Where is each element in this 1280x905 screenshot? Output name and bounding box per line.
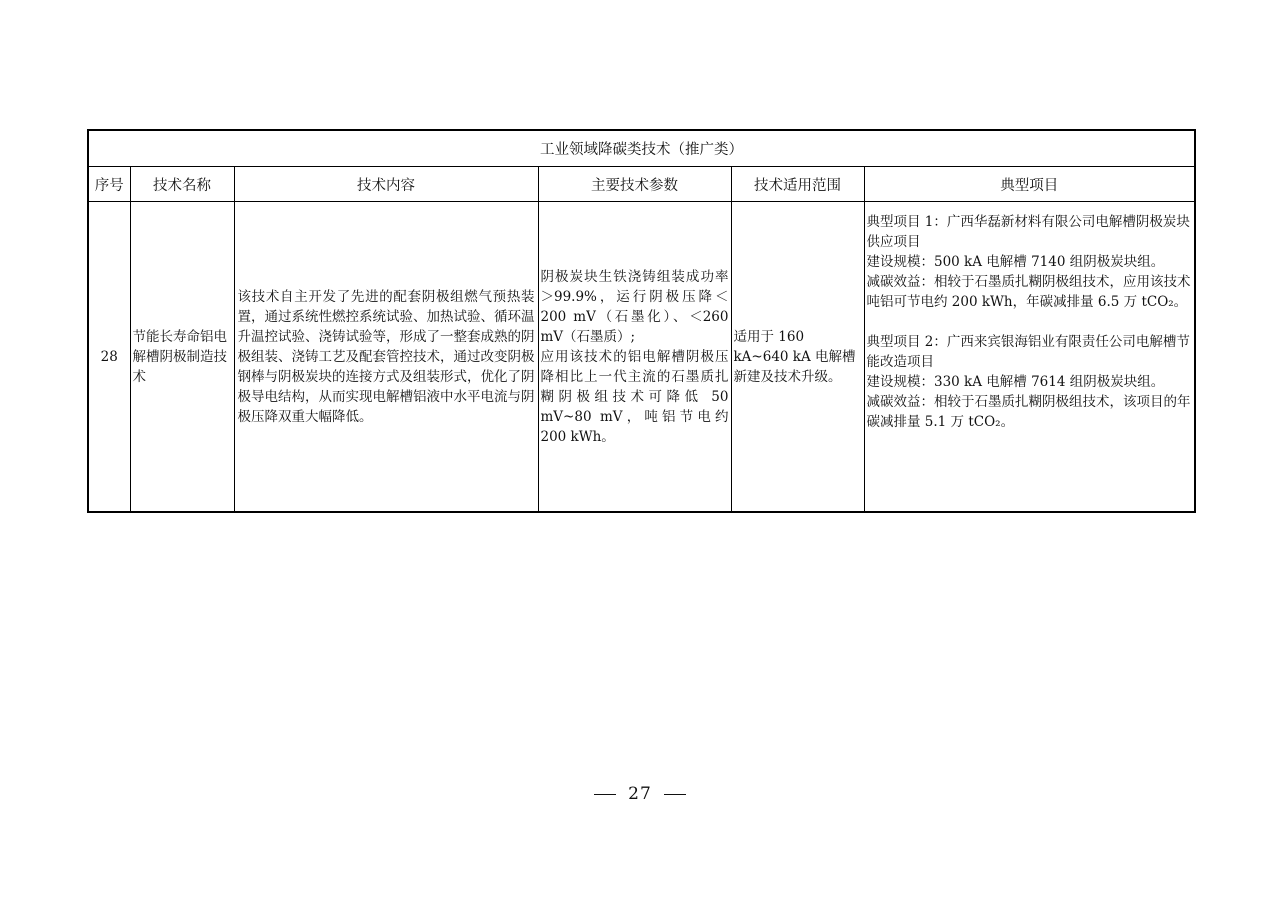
param-line: 应用该技术的铝电解槽阴极压降相比上一代主流的石墨质扎糊阴极组技术可降低 50 mV~80 mV，吨铝节电约 200 kWh。 — [540, 348, 729, 445]
project-spacer — [867, 312, 1193, 332]
header-typical-projects: 典型项目 — [864, 167, 1195, 202]
cell-typical-projects — [864, 202, 1195, 513]
param-line: 阴极炭块生铁浇铸组装成功率＞99.9%，运行阴极压降＜200 mV（石墨化）、＜260 mV（石墨质）; — [540, 268, 729, 345]
page-number-dash-left — [594, 794, 616, 795]
page-number — [0, 784, 1280, 804]
header-scope: 技术适用范围 — [731, 167, 864, 202]
table-caption: 工业领域降碳类技术（推广类） — [88, 130, 1195, 167]
header-tech-name: 技术名称 — [130, 167, 234, 202]
cell-scope: 适用于 160 kA~640 kA 电解槽新建及技术升级。 — [731, 202, 864, 513]
project-2-effect: 减碳效益：相较于石墨质扎糊阴极组技术，该项目的年碳减排量 5.1 万 tCO₂。 — [866, 394, 1191, 430]
page-number-dash-right — [664, 794, 686, 795]
cell-serial-number: 28 — [88, 202, 130, 513]
project-1-effect: 减碳效益：相较于石墨质扎糊阴极组技术，应用该技术吨铝可节电约 200 kWh，年碳减排量 6.5 万 tCO₂。 — [866, 274, 1191, 310]
cell-tech-name: 节能长寿命铝电解槽阴极制造技术 — [130, 202, 234, 513]
table-row — [88, 202, 1195, 513]
header-serial-number: 序号 — [88, 167, 130, 202]
table-header-row — [88, 167, 1195, 202]
cell-main-params — [538, 202, 731, 513]
project-1-title: 典型项目 1：广西华磊新材料有限公司电解槽阴极炭块供应项目 — [866, 214, 1190, 250]
project-1-scale: 建设规模：500 kA 电解槽 7140 组阴极炭块组。 — [866, 254, 1165, 270]
project-2-title: 典型项目 2：广西来宾银海铝业有限责任公司电解槽节能改造项目 — [866, 334, 1190, 370]
technology-table — [87, 129, 1196, 513]
header-tech-content: 技术内容 — [234, 167, 538, 202]
header-main-params: 主要技术参数 — [538, 167, 731, 202]
page-number-value: 27 — [628, 784, 652, 804]
cell-tech-content: 该技术自主开发了先进的配套阴极组燃气预热装置，通过系统性燃控系统试验、加热试验、循环温升温控试验、浇铸试验等，形成了一整套成熟的阴极组装、浇铸工艺及配套管控技术，通过改变阴极钢棒与阴极炭块的连接方式及组装形式，优化了阴极导电结构，从而实现电解槽铝液中水平电流与阴极压降双重大幅降低。 — [234, 202, 538, 513]
project-2-scale: 建设规模：330 kA 电解槽 7614 组阴极炭块组。 — [866, 374, 1165, 390]
